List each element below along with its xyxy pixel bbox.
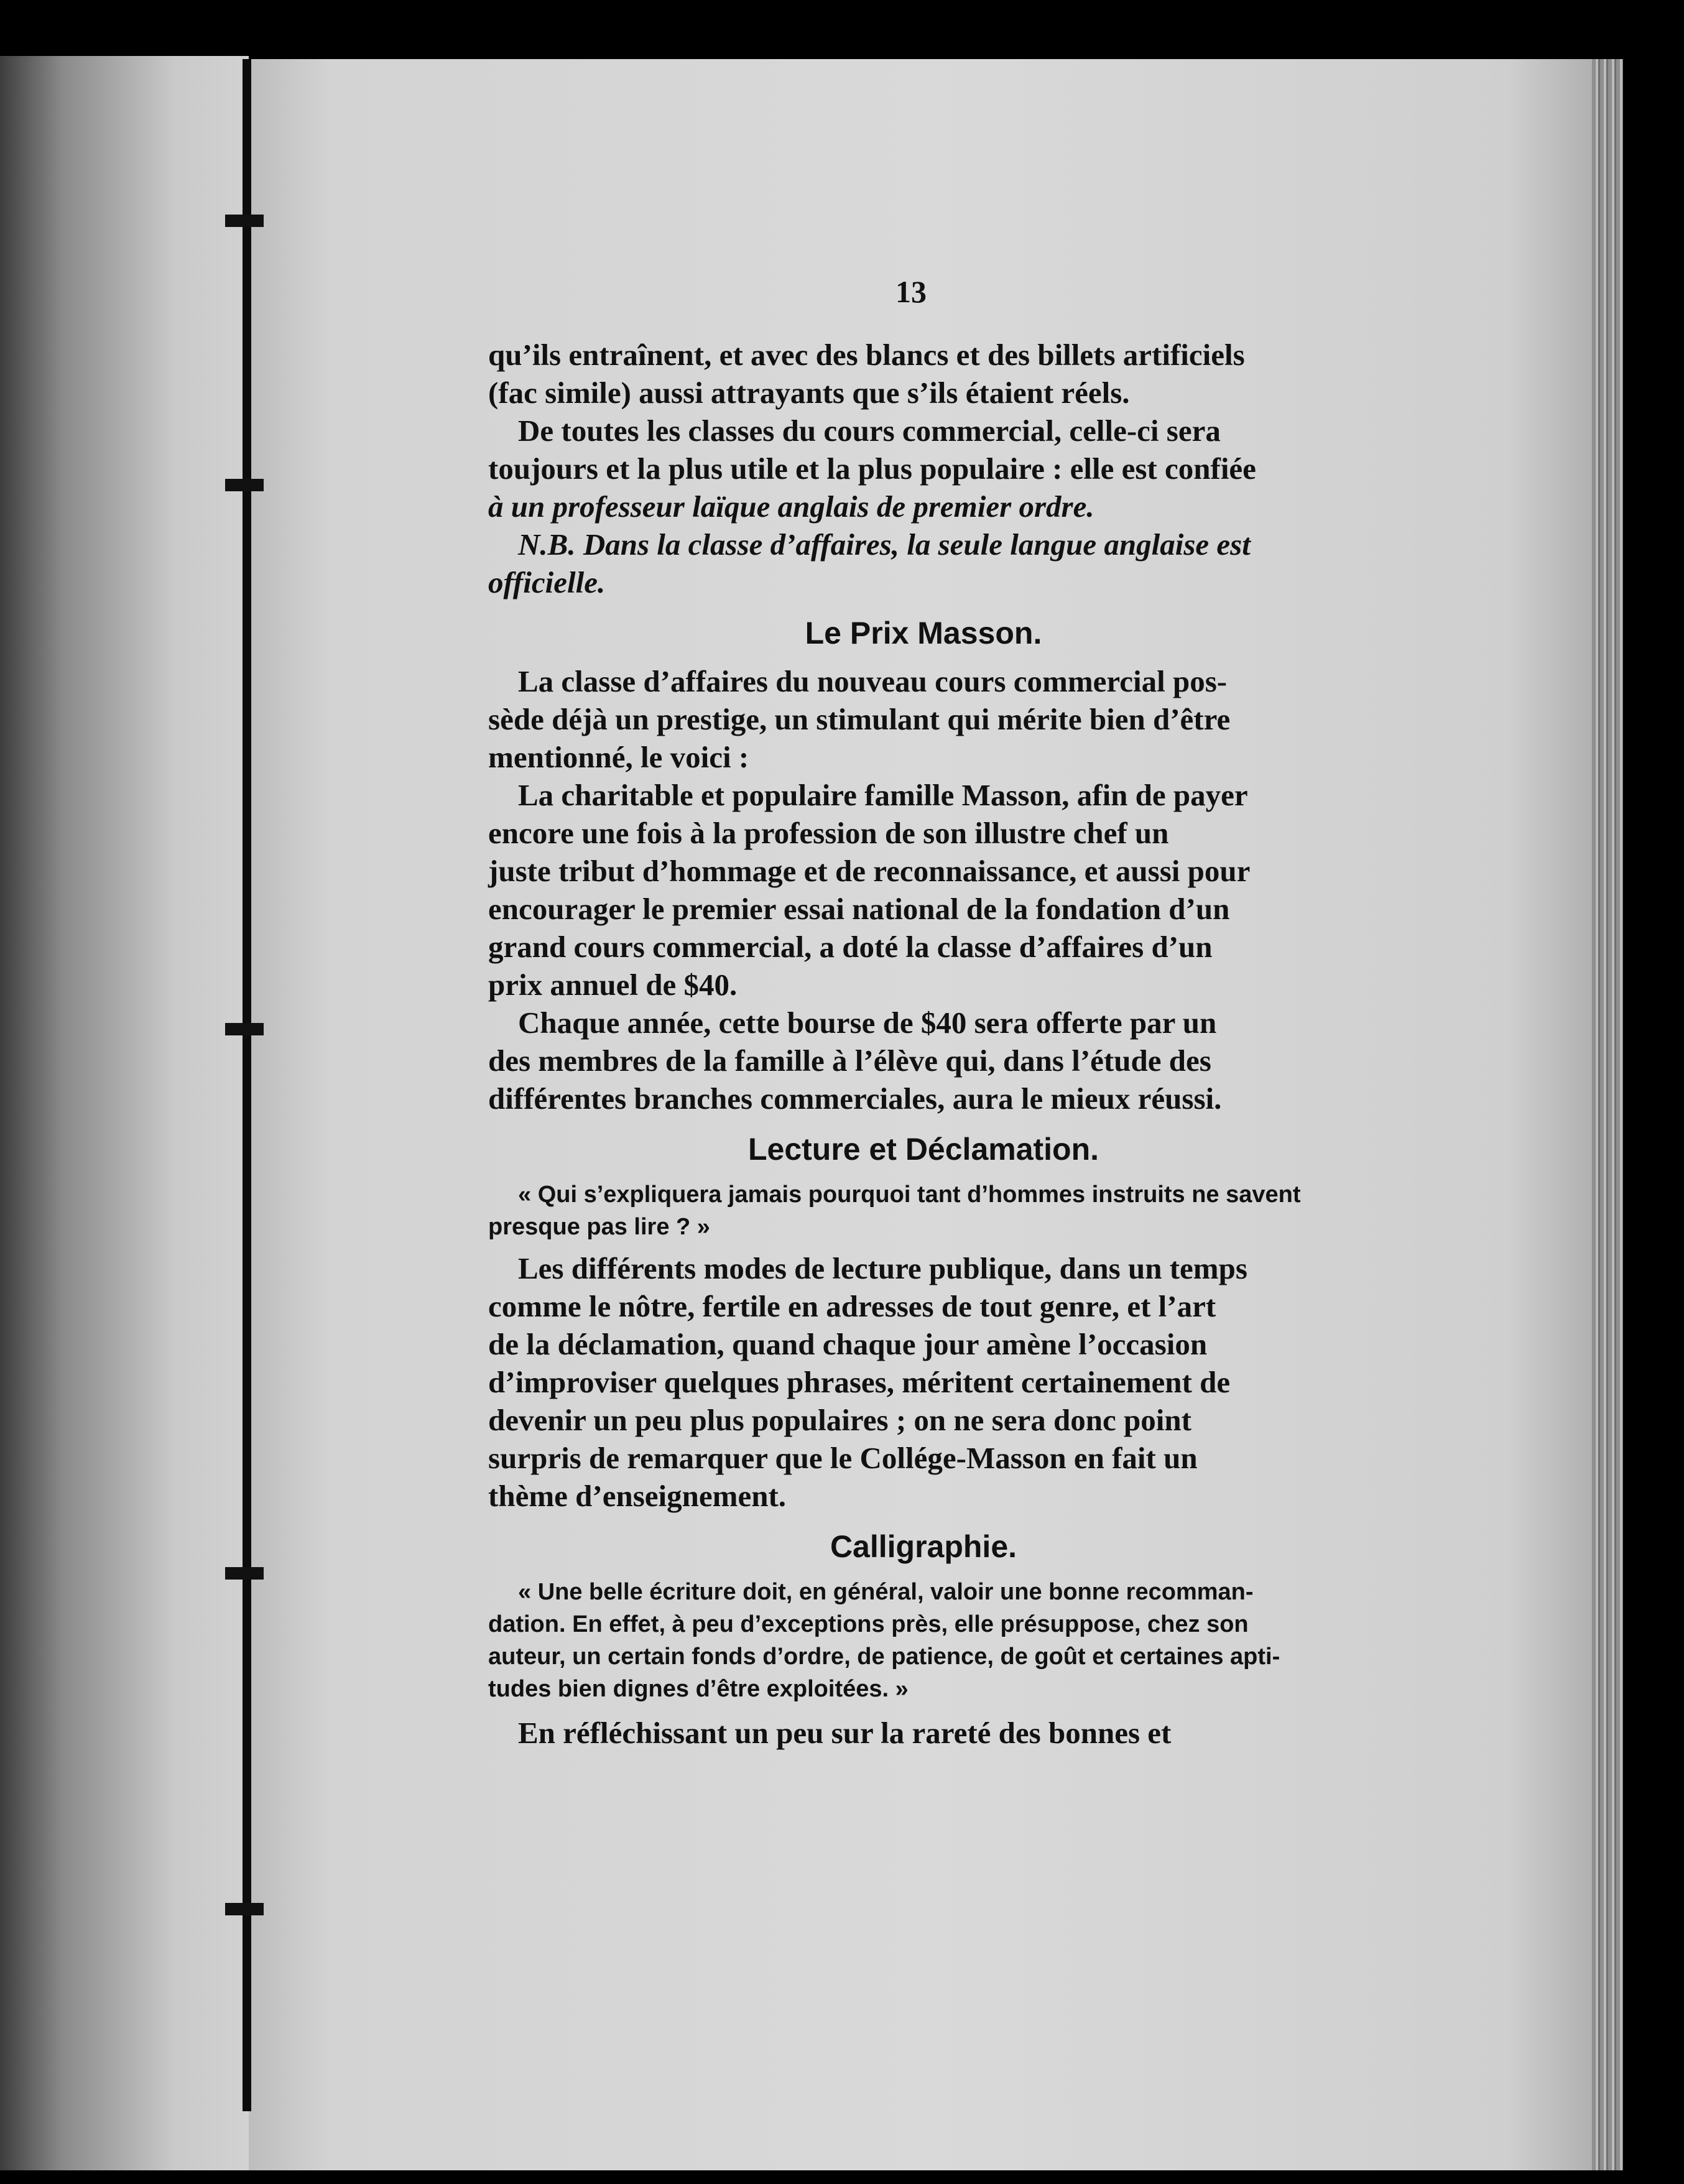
paragraph-continuation (488, 336, 1359, 412)
paragraph-bourse (488, 1004, 1359, 1117)
text-line: sède déjà un prestige, un stimulant qui mérite bien d’être (488, 702, 1231, 736)
text-line: à un professeur laïque anglais de premier ordre. (488, 489, 1094, 524)
paragraph-calligraphie (488, 1714, 1359, 1752)
text-line: La charitable et populaire famille Masson, afin de payer (518, 778, 1248, 812)
binding-stitch (225, 1567, 264, 1580)
text-line: de la déclamation, quand chaque jour amène l’occasion (488, 1327, 1208, 1361)
paragraph-famille-masson (488, 776, 1359, 1004)
text-line: encore une fois à la profession de son illustre chef un (488, 816, 1169, 850)
text-line: Chaque année, cette bourse de $40 sera offerte par un (518, 1006, 1217, 1040)
section-heading-lecture: Lecture et Déclamation. (747, 1132, 1099, 1167)
binding-stitch (225, 479, 264, 491)
paragraph-nb-note (488, 525, 1359, 601)
binding-stitch (225, 1023, 264, 1035)
text-line: devenir un peu plus populaires ; on ne sera donc point (488, 1403, 1191, 1437)
section-heading-calligraphie: Calligraphie. (830, 1529, 1017, 1564)
quote-line: auteur, un certain fonds d’ordre, de patience, de goût et certaines apti- (488, 1644, 1280, 1670)
text-line: officielle. (488, 565, 606, 599)
quote-line: « Qui s’expliquera jamais pourquoi tant d’hommes instruits ne savent (518, 1182, 1301, 1208)
text-line: encourager le premier essai national de la fondation d’un (488, 892, 1230, 926)
paragraph-commercial-class (488, 412, 1359, 525)
text-line: De toutes les classes du cours commercial, celle-ci sera (518, 414, 1221, 448)
text-line: En réfléchissant un peu sur la rareté des bonnes et (518, 1716, 1172, 1750)
binding-spine (243, 59, 251, 2111)
quote-line: dation. En effet, à peu d’exceptions près, elle présuppose, chez son (488, 1611, 1249, 1637)
quote-line: tudes bien dignes d’être exploitées. » (488, 1676, 909, 1702)
page-text-column (488, 267, 1359, 1752)
section-heading-prix-masson: Le Prix Masson. (805, 616, 1042, 650)
epigraph-lecture (488, 1178, 1359, 1243)
text-line: juste tribut d’hommage et de reconnaissance, et aussi pour (488, 854, 1251, 888)
text-line: (fac simile) aussi attrayants que s’ils étaient réels. (488, 376, 1130, 410)
text-line: thème d’enseignement. (488, 1479, 787, 1513)
page-number: 13 (895, 274, 927, 309)
text-line: La classe d’affaires du nouveau cours commercial pos- (518, 664, 1228, 698)
text-line: qu’ils entraînent, et avec des blancs et des billets artificiels (488, 338, 1245, 372)
facing-page-edge (0, 56, 249, 2170)
text-line: grand cours commercial, a doté la classe d’affaires d’un (488, 930, 1213, 964)
text-line: comme le nôtre, fertile en adresses de tout genre, et l’art (488, 1289, 1216, 1323)
paragraph-lecture (488, 1249, 1359, 1515)
text-line: prix annuel de $40. (488, 968, 738, 1002)
text-line: N.B. Dans la classe d’affaires, la seule langue anglaise est (518, 527, 1251, 562)
quote-line: presque pas lire ? » (488, 1214, 710, 1240)
binding-stitch (225, 1903, 264, 1915)
epigraph-calligraphie (488, 1576, 1359, 1705)
binding-stitch (225, 215, 264, 227)
paragraph-prestige (488, 662, 1359, 776)
text-line: mentionné, le voici : (488, 740, 749, 774)
text-line: différentes branches commerciales, aura le mieux réussi. (488, 1081, 1222, 1116)
text-line: Les différents modes de lecture publique, dans un temps (518, 1251, 1247, 1285)
quote-line: « Une belle écriture doit, en général, valoir une bonne recomman- (518, 1579, 1254, 1605)
text-line: d’improviser quelques phrases, méritent certainement de (488, 1365, 1231, 1399)
page-fore-edge (1592, 59, 1623, 2170)
text-line: toujours et la plus utile et la plus populaire : elle est confiée (488, 451, 1256, 486)
text-line: surpris de remarquer que le Collége-Masson en fait un (488, 1441, 1198, 1475)
text-line: des membres de la famille à l’élève qui, dans l’étude des (488, 1043, 1211, 1078)
